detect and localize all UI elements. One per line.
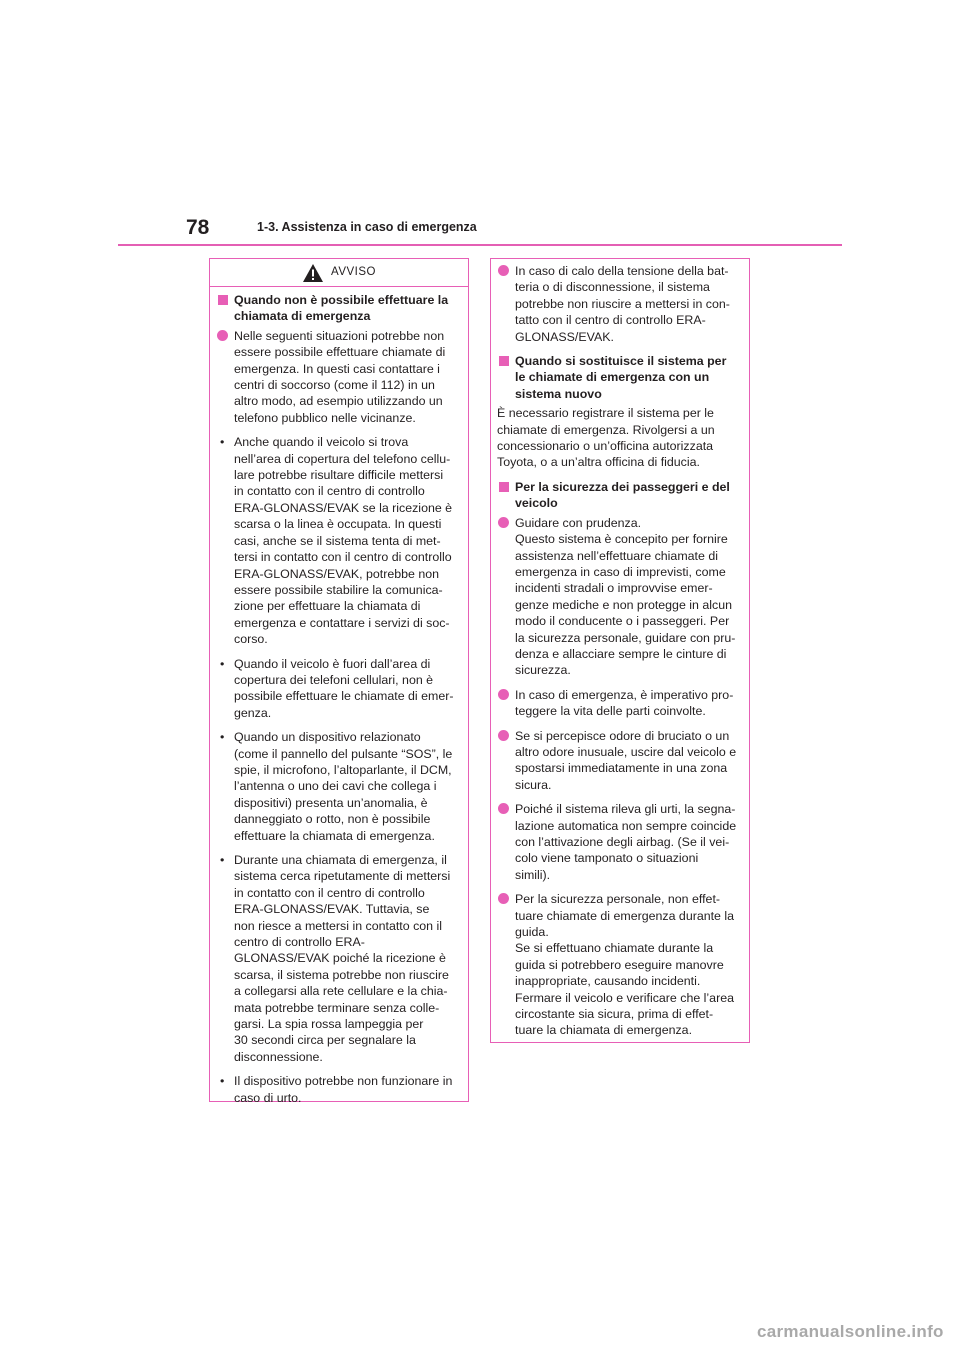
page-number: 78	[186, 216, 210, 239]
warning-bullet-text: Quando il veicolo è fuori dall’area di copertura dei telefoni cellulari, non è possibile effettuare le chiamate di emer- genza.	[234, 656, 454, 720]
safety-item	[497, 515, 743, 679]
warning-bullet	[216, 1073, 462, 1106]
warning-intro	[216, 328, 462, 426]
safety-item-text: Poiché il sistema rileva gli urti, la segna- lazione automatica non sempre coincide con l’attivazione degli airbag. (Se il vei- colo viene tamponato o situazioni simili).	[515, 802, 737, 882]
warning-heading-text: Quando non è possibile effettuare la chiamata di emergenza	[234, 293, 449, 324]
replace-heading	[497, 353, 743, 402]
round-bullet-icon	[217, 330, 228, 341]
battery-item	[497, 263, 743, 345]
warning-bullet	[216, 434, 462, 647]
bullet-icon: •	[220, 853, 225, 867]
safety-heading	[497, 479, 743, 512]
warning-bullet-text: Quando un dispositivo relazionato (come il pannello del pulsante “SOS”, le spie, il microfono, l’altoparlante, il DCM, l’antenna o uno dei cavi che collega i dispositivi) presenta un’anomalia, è danneggiato o rotto, non è possibile effettuare la chiamata di emergenza.	[234, 730, 453, 843]
safety-item-text: Guidare con prudenza. Questo sistema è concepito per fornire assistenza nell’effettuare chiamate di emergenza in caso di imprevisti, come incidenti stradali o improvvise emer- genze mediche e non protegge in alcun modo il conducente o i passeggeri. Per la sicurezza personale, guidare con pru- denza e allacciare sempre le cinture di sicurezza.	[515, 515, 736, 678]
round-bullet-icon	[498, 517, 509, 528]
safety-item-text: In caso di emergenza, è imperativo pro- teggere la vita delle parti coinvolte.	[515, 687, 734, 719]
safety-item	[497, 801, 743, 883]
warning-bullet	[216, 852, 462, 1065]
section-title: 1-3. Assistenza in caso di emergenza	[257, 220, 477, 234]
safety-item	[497, 728, 743, 794]
safety-item	[497, 687, 743, 720]
safety-heading-text: Per la sicurezza dei passeggeri e del veicolo	[515, 479, 730, 511]
bullet-icon: •	[220, 1074, 225, 1089]
warning-intro-text: Nelle seguenti situazioni potrebbe non essere possibile effettuare chiamate di emergenza. In questi casi contattare i centri di soccorso (come il 112) in un altro modo, ad esempio utilizzando un telefono pubblico nelle vicinanze.	[234, 328, 446, 425]
square-bullet-icon	[499, 356, 509, 366]
warning-bullet-text: Il dispositivo potrebbe non funzionare in caso di urto.	[234, 1074, 453, 1105]
replace-text: È necessario registrare il sistema per le chiamate di emergenza. Rivolgersi a un concessionario o un’officina autorizzata Toyota, o a un’altra officina di fiducia.	[497, 406, 715, 470]
warning-bullet-text: Durante una chiamata di emergenza, il sistema cerca ripetutamente di mettersi in contatto con il centro di controllo ERA-GLONASS/EVAK. Tuttavia, se non riesce a mettersi in contatto con il centro di controllo ERA- GLONASS/EVAK poiché la ricezione è scarsa, il sistema potrebbe non riuscire a collegarsi alla rete cellulare e la chia- mata potrebbe terminare senza colle- garsi. La spia rossa lampeggia per 30 secondi circa per segnalare la disconnessione.	[234, 853, 451, 1064]
right-column	[490, 258, 750, 1043]
warning-heading	[216, 292, 462, 325]
round-bullet-icon	[498, 730, 509, 741]
safety-item-text: Per la sicurezza personale, non effet- tuare chiamate di emergenza durante la guida. Se si effettuano chiamate durante la guida si potrebbero eseguire manovre inappropriate, causando incidenti. Fermare il veicolo e verificare che l’area circostante sia sicura, prima di effet- tuare la chiamata di emergenza.	[515, 892, 735, 1038]
header-rule	[118, 244, 842, 246]
warning-bullet-text: Anche quando il veicolo si trova nell’area di copertura del telefono cellu- lare potrebbe risultare difficile mettersi in contatto con il centro di controllo ERA-GLONASS/EVAK se la ricezione è scarsa o la linea è occupata. In questi casi, anche se il sistema tenta di met- tersi in contatto con il centro di controllo ERA-GLONASS/EVAK, potrebbe non essere possibile stabilire la comunica- zione per effettuare la chiamata di emergenza e contattare i servizi di soc- corso.	[234, 435, 453, 647]
bullet-icon: •	[220, 730, 225, 745]
warning-body	[210, 287, 468, 1106]
round-bullet-icon	[498, 803, 509, 814]
round-bullet-icon	[498, 265, 509, 276]
round-bullet-icon	[498, 689, 509, 700]
warning-title: AVVISO	[331, 266, 376, 279]
replace-heading-text: Quando si sostituisce il sistema per le chiamate di emergenza con un sistema nuovo	[515, 354, 727, 401]
warning-bullet	[216, 729, 462, 844]
safety-item-text: Se si percepisce odore di bruciato o un altro odore inusuale, uscire dal veicolo e spostarsi immediatamente in una zona sicura.	[515, 728, 737, 792]
round-bullet-icon	[498, 893, 509, 904]
warning-header	[210, 259, 468, 287]
warning-bullet	[216, 656, 462, 722]
warning-triangle-icon	[302, 263, 324, 283]
bullet-icon: •	[220, 435, 225, 450]
square-bullet-icon	[499, 482, 509, 492]
safety-item	[497, 891, 743, 1039]
warning-box	[209, 258, 469, 1105]
bullet-icon: •	[220, 656, 225, 671]
battery-item-text: In caso di calo della tensione della bat- teria o di disconnessione, il sistema potrebbe non riuscire a mettersi in con- tatto con il centro di controllo ERA- GLONASS/EVAK.	[515, 264, 730, 344]
watermark: carmanualsonline.info	[757, 1322, 944, 1341]
square-bullet-icon	[218, 295, 228, 305]
